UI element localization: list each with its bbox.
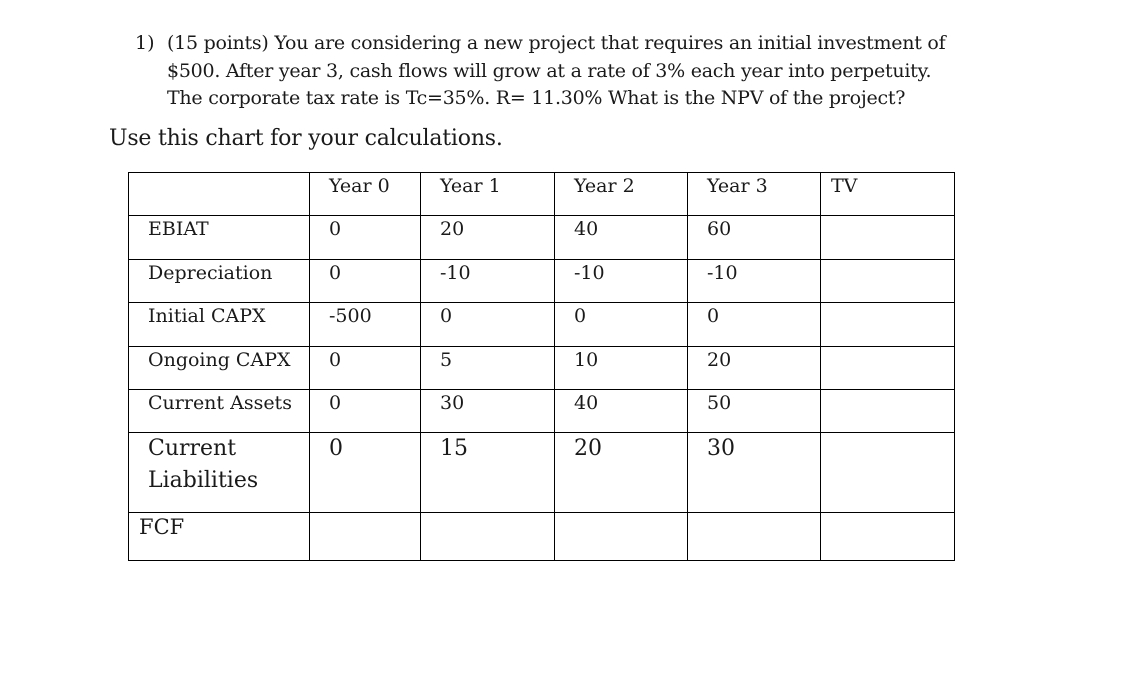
value-cell bbox=[310, 260, 421, 303]
row-label-fcf: FCF bbox=[139, 515, 185, 539]
value-cell bbox=[421, 303, 555, 347]
value: 0 bbox=[440, 305, 453, 327]
value: 0 bbox=[329, 218, 342, 240]
value-cell bbox=[310, 433, 421, 513]
value-cell bbox=[688, 303, 821, 347]
value-cell bbox=[421, 347, 555, 390]
value-cell bbox=[421, 390, 555, 433]
value-cell bbox=[821, 433, 955, 513]
value-cell bbox=[688, 433, 821, 513]
value: 20 bbox=[574, 436, 602, 461]
value-cell bbox=[821, 303, 955, 347]
value-cell bbox=[555, 347, 688, 390]
value: 10 bbox=[574, 349, 599, 371]
value: 40 bbox=[574, 218, 599, 240]
value bbox=[555, 513, 687, 515]
question-number: 1) bbox=[135, 32, 155, 54]
value-cell bbox=[310, 216, 421, 260]
table-row bbox=[129, 216, 955, 260]
value: 0 bbox=[329, 349, 342, 371]
table-row bbox=[129, 390, 955, 433]
row-label-depreciation: Depreciation bbox=[148, 262, 273, 284]
value: 0 bbox=[329, 262, 342, 284]
value: 20 bbox=[707, 349, 732, 371]
value-cell bbox=[421, 513, 555, 561]
value-cell bbox=[688, 216, 821, 260]
value: 0 bbox=[329, 392, 342, 414]
header-year-3: Year 3 bbox=[707, 175, 768, 197]
header-cell-empty bbox=[129, 173, 310, 216]
value-cell bbox=[421, 216, 555, 260]
question-line: The corporate tax rate is Tc=35%. R= 11.30% What is the NPV of the project? bbox=[167, 87, 906, 109]
value bbox=[821, 260, 954, 262]
row-label-cell bbox=[129, 216, 310, 260]
header-year-1: Year 1 bbox=[440, 175, 501, 197]
value-cell bbox=[688, 260, 821, 303]
table-row bbox=[129, 433, 955, 513]
value bbox=[821, 347, 954, 349]
value: 20 bbox=[440, 218, 465, 240]
value-cell bbox=[555, 513, 688, 561]
value: -10 bbox=[574, 262, 605, 284]
value bbox=[821, 303, 954, 305]
value bbox=[421, 513, 554, 515]
value: 40 bbox=[574, 392, 599, 414]
row-label-ebiat: EBIAT bbox=[148, 218, 209, 240]
header-cell bbox=[555, 173, 688, 216]
row-label-current-assets: Current Assets bbox=[148, 392, 292, 414]
row-label-cell bbox=[129, 433, 310, 513]
value bbox=[310, 513, 420, 515]
value-cell bbox=[555, 216, 688, 260]
question bbox=[135, 30, 975, 113]
value: 0 bbox=[707, 305, 720, 327]
value: -10 bbox=[440, 262, 471, 284]
value: 5 bbox=[440, 349, 453, 371]
row-label-cell bbox=[129, 303, 310, 347]
value: 50 bbox=[707, 392, 732, 414]
row-label-cell bbox=[129, 390, 310, 433]
value-cell bbox=[688, 513, 821, 561]
table-row bbox=[129, 513, 955, 561]
value-cell bbox=[555, 433, 688, 513]
value: 0 bbox=[574, 305, 587, 327]
value-cell bbox=[688, 347, 821, 390]
question-text bbox=[167, 30, 975, 113]
row-label-cell bbox=[129, 260, 310, 303]
value-cell bbox=[821, 347, 955, 390]
value bbox=[821, 390, 954, 392]
table-row bbox=[129, 347, 955, 390]
value-cell bbox=[555, 303, 688, 347]
value bbox=[688, 513, 820, 515]
value: 0 bbox=[329, 436, 343, 461]
header-cell bbox=[688, 173, 821, 216]
header-cell bbox=[310, 173, 421, 216]
value-cell bbox=[688, 390, 821, 433]
header-year-0: Year 0 bbox=[329, 175, 390, 197]
value-cell bbox=[310, 390, 421, 433]
value-cell bbox=[555, 390, 688, 433]
value: -10 bbox=[707, 262, 738, 284]
table-row bbox=[129, 260, 955, 303]
value: 60 bbox=[707, 218, 732, 240]
row-label-ongoing-capx: Ongoing CAPX bbox=[148, 349, 291, 371]
value-cell bbox=[310, 513, 421, 561]
value-cell bbox=[421, 260, 555, 303]
value: 15 bbox=[440, 436, 468, 461]
value-cell bbox=[421, 433, 555, 513]
header-tv: TV bbox=[831, 175, 858, 197]
value-cell bbox=[555, 260, 688, 303]
value bbox=[821, 216, 954, 218]
row-label-current-liabilities: Current Liabilities bbox=[148, 436, 259, 493]
table-row bbox=[129, 303, 955, 347]
table-header-row bbox=[129, 173, 955, 216]
value-cell bbox=[310, 347, 421, 390]
header-cell bbox=[421, 173, 555, 216]
question-line: $500. After year 3, cash flows will grow at a rate of 3% each year into perpetuity. bbox=[167, 59, 932, 82]
instruction-text: Use this chart for your calculations. bbox=[109, 126, 503, 151]
value-cell bbox=[821, 513, 955, 561]
value: -500 bbox=[329, 305, 372, 327]
value-cell bbox=[821, 390, 955, 433]
header-cell bbox=[129, 173, 309, 175]
value-cell bbox=[821, 216, 955, 260]
calculation-table bbox=[128, 172, 955, 561]
question-line: (15 points) You are considering a new project that requires an initial investment of bbox=[167, 32, 946, 54]
row-label-cell bbox=[129, 513, 310, 561]
row-label-initial-capx: Initial CAPX bbox=[148, 305, 266, 327]
value bbox=[821, 513, 954, 515]
value-cell bbox=[310, 303, 421, 347]
header-cell bbox=[821, 173, 955, 216]
header-year-2: Year 2 bbox=[574, 175, 635, 197]
value: 30 bbox=[707, 436, 735, 461]
value: 30 bbox=[440, 392, 465, 414]
value-cell bbox=[821, 260, 955, 303]
row-label-cell bbox=[129, 347, 310, 390]
